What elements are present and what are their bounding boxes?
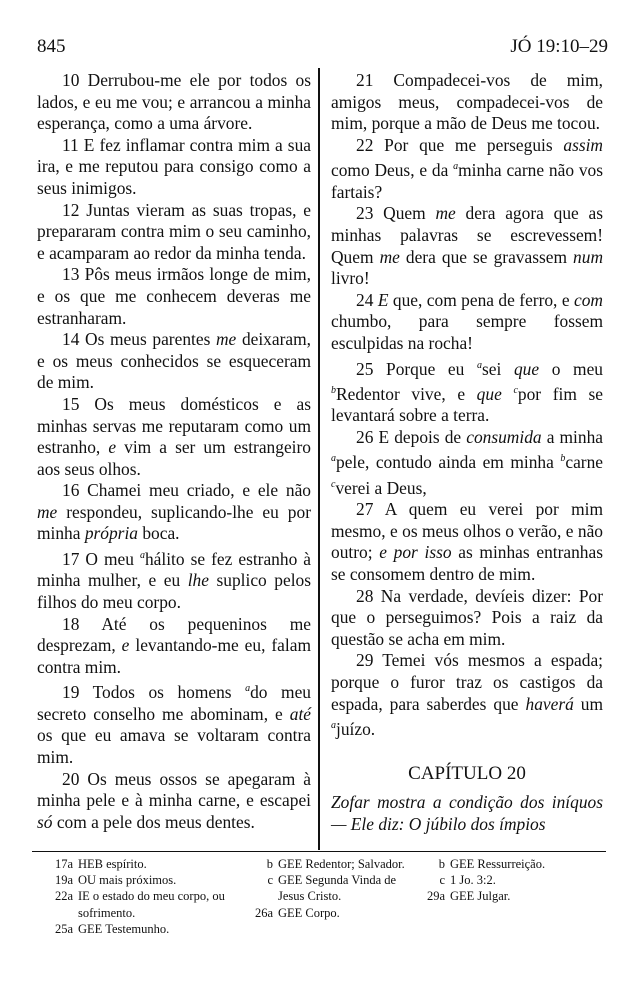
left-column: [37, 70, 311, 833]
verse-24: 24 E que, com pena de ferro, e com chumbo, para sempre fossem esculpidas na rocha!: [331, 289, 603, 353]
verse-10: 10 Derrubou-me ele por todos os lados, e eu me vou; e arrancou a minha esperança, como a uma árvore.: [37, 70, 311, 134]
footnote-text: GEE Redentor; Salvador.: [278, 857, 405, 871]
footnote-key: 25a: [54, 921, 73, 936]
footnote: [38, 872, 238, 888]
verse-22: 22 Por que me perseguis assim como Deus, e da $^a$minha carne não vos fartais?: [331, 134, 604, 202]
verse-20: 20 Os meus ossos se apegaram à minha pele e à minha carne, e escapei só com a pele dos meus dentes.: [37, 768, 311, 832]
footnote-key: 17a: [54, 857, 73, 871]
verse-27: 27 A quem eu verei por mim mesmo, e os meus olhos o verão, e não outro; e por isso as minhas entranhas se consomem dentro de mim.: [331, 499, 603, 585]
footnotes-column-3: [410, 856, 610, 905]
footnote-text: GEE Corpo.: [278, 905, 340, 920]
verse-25: 25 Porque eu $^a$sei que o meu $^b$Redentor vive, e que $^c$por fim se levantará sobre a terra.: [331, 358, 603, 426]
footnote-text: HEB espírito.: [78, 857, 147, 871]
verse-11: 11 E fez inflamar contra mim a sua ira, e me reputou para consigo como a seus inimigos.: [37, 134, 311, 198]
footnote-key: b: [266, 857, 273, 871]
footnote: [410, 856, 610, 872]
footnote-text: GEE Segunda Vinda de Jesus Cristo.: [278, 873, 397, 904]
footnote-key: c: [267, 873, 273, 888]
verse-18: 18 Até os pequeninos me desprezam, e levantando-me eu, falam contra mim.: [37, 613, 311, 677]
footnote: [410, 888, 610, 904]
verse-12: 12 Juntas vieram as suas tropas, e prepararam contra mim o seu caminho, e acamparam ao redor da minha tenda.: [37, 199, 311, 263]
footnote-key: 19a: [54, 873, 73, 888]
verse-28: 28 Na verdade, devíeis dizer: Por que o perseguimos? Pois a raiz da questão se acha em mim.: [331, 585, 603, 649]
footnote: [238, 856, 406, 872]
footnote: [410, 872, 610, 888]
verse-14: 14 Os meus parentes me deixaram, e os meus conhecidos se esqueceram de mim.: [37, 329, 311, 393]
verse-29: 29 Temei vós mesmos a espada; porque o furor traz os castigos da espada, para saberdes que haverá um $^a$juízo.: [331, 650, 603, 739]
verse-17: 17 O meu $^a$hálito se fez estranho à minha mulher, e eu lhe suplico pelos filhos do meu corpo.: [37, 548, 312, 613]
verse-26: 26 E depois de consumida a minha $^a$pele, contudo ainda em minha $^b$carne $^c$verei a Deus,: [331, 426, 603, 498]
chapter-summary: Zofar mostra a condição dos iníquos — Ele diz: O júbilo dos ímpios: [331, 792, 603, 834]
footnote: [38, 856, 238, 872]
footnote-text: GEE Ressurreição.: [450, 857, 546, 871]
right-column: [331, 70, 603, 835]
chapter-reference: JÓ 19:10–29: [510, 36, 608, 57]
footnote: [38, 888, 238, 920]
footnote-key: 22a: [54, 889, 73, 904]
footnote: [38, 921, 238, 937]
verse-23: 23 Quem me dera agora que as minhas palavras se escrevessem! Quem me dera que se gravassem num livro!: [331, 203, 603, 289]
footnote-text: GEE Testemunho.: [78, 921, 170, 936]
footnote-key: b: [438, 857, 445, 871]
verse-19: 19 Todos os homens $^a$do meu secreto conselho me abominam, e até os que eu amava se voltaram contra mim.: [37, 682, 311, 767]
footnote-key: 26a: [254, 905, 273, 920]
footnote-text: 1 Jo. 3:2.: [450, 873, 496, 888]
footnote-key: 29a: [426, 889, 445, 904]
footnote: [238, 905, 406, 921]
verse-13: 13 Pôs meus irmãos longe de mim, e os que me conhecem deveras me estranharam.: [37, 264, 311, 328]
verse-16: 16 Chamei meu criado, e ele não me respondeu, suplicando-lhe eu por minha própria boca.: [37, 480, 311, 544]
page-number: 845: [37, 36, 66, 57]
verse-15: 15 Os meus domésticos e as minhas servas me reputaram como um estranho, e vim a ser um estrangeiro aos seus olhos.: [37, 393, 311, 479]
verse-21: 21 Compadecei-vos de mim, amigos meus, compadecei-vos de mim, porque a mão de Deus me tocou.: [331, 70, 603, 134]
chapter-heading: CAPÍTULO 20: [408, 762, 526, 784]
footnotes-column-1: [38, 856, 238, 937]
footnote-divider: [32, 851, 606, 852]
footnote-text: OU mais próximos.: [78, 873, 177, 888]
footnote: [238, 872, 406, 904]
footnotes-column-2: [238, 856, 406, 921]
column-divider: [318, 68, 320, 850]
footnote-text: GEE Julgar.: [450, 889, 511, 904]
footnote-text: IE o estado do meu corpo, ou sofrimento.: [78, 889, 225, 920]
footnote-key: c: [439, 873, 445, 888]
